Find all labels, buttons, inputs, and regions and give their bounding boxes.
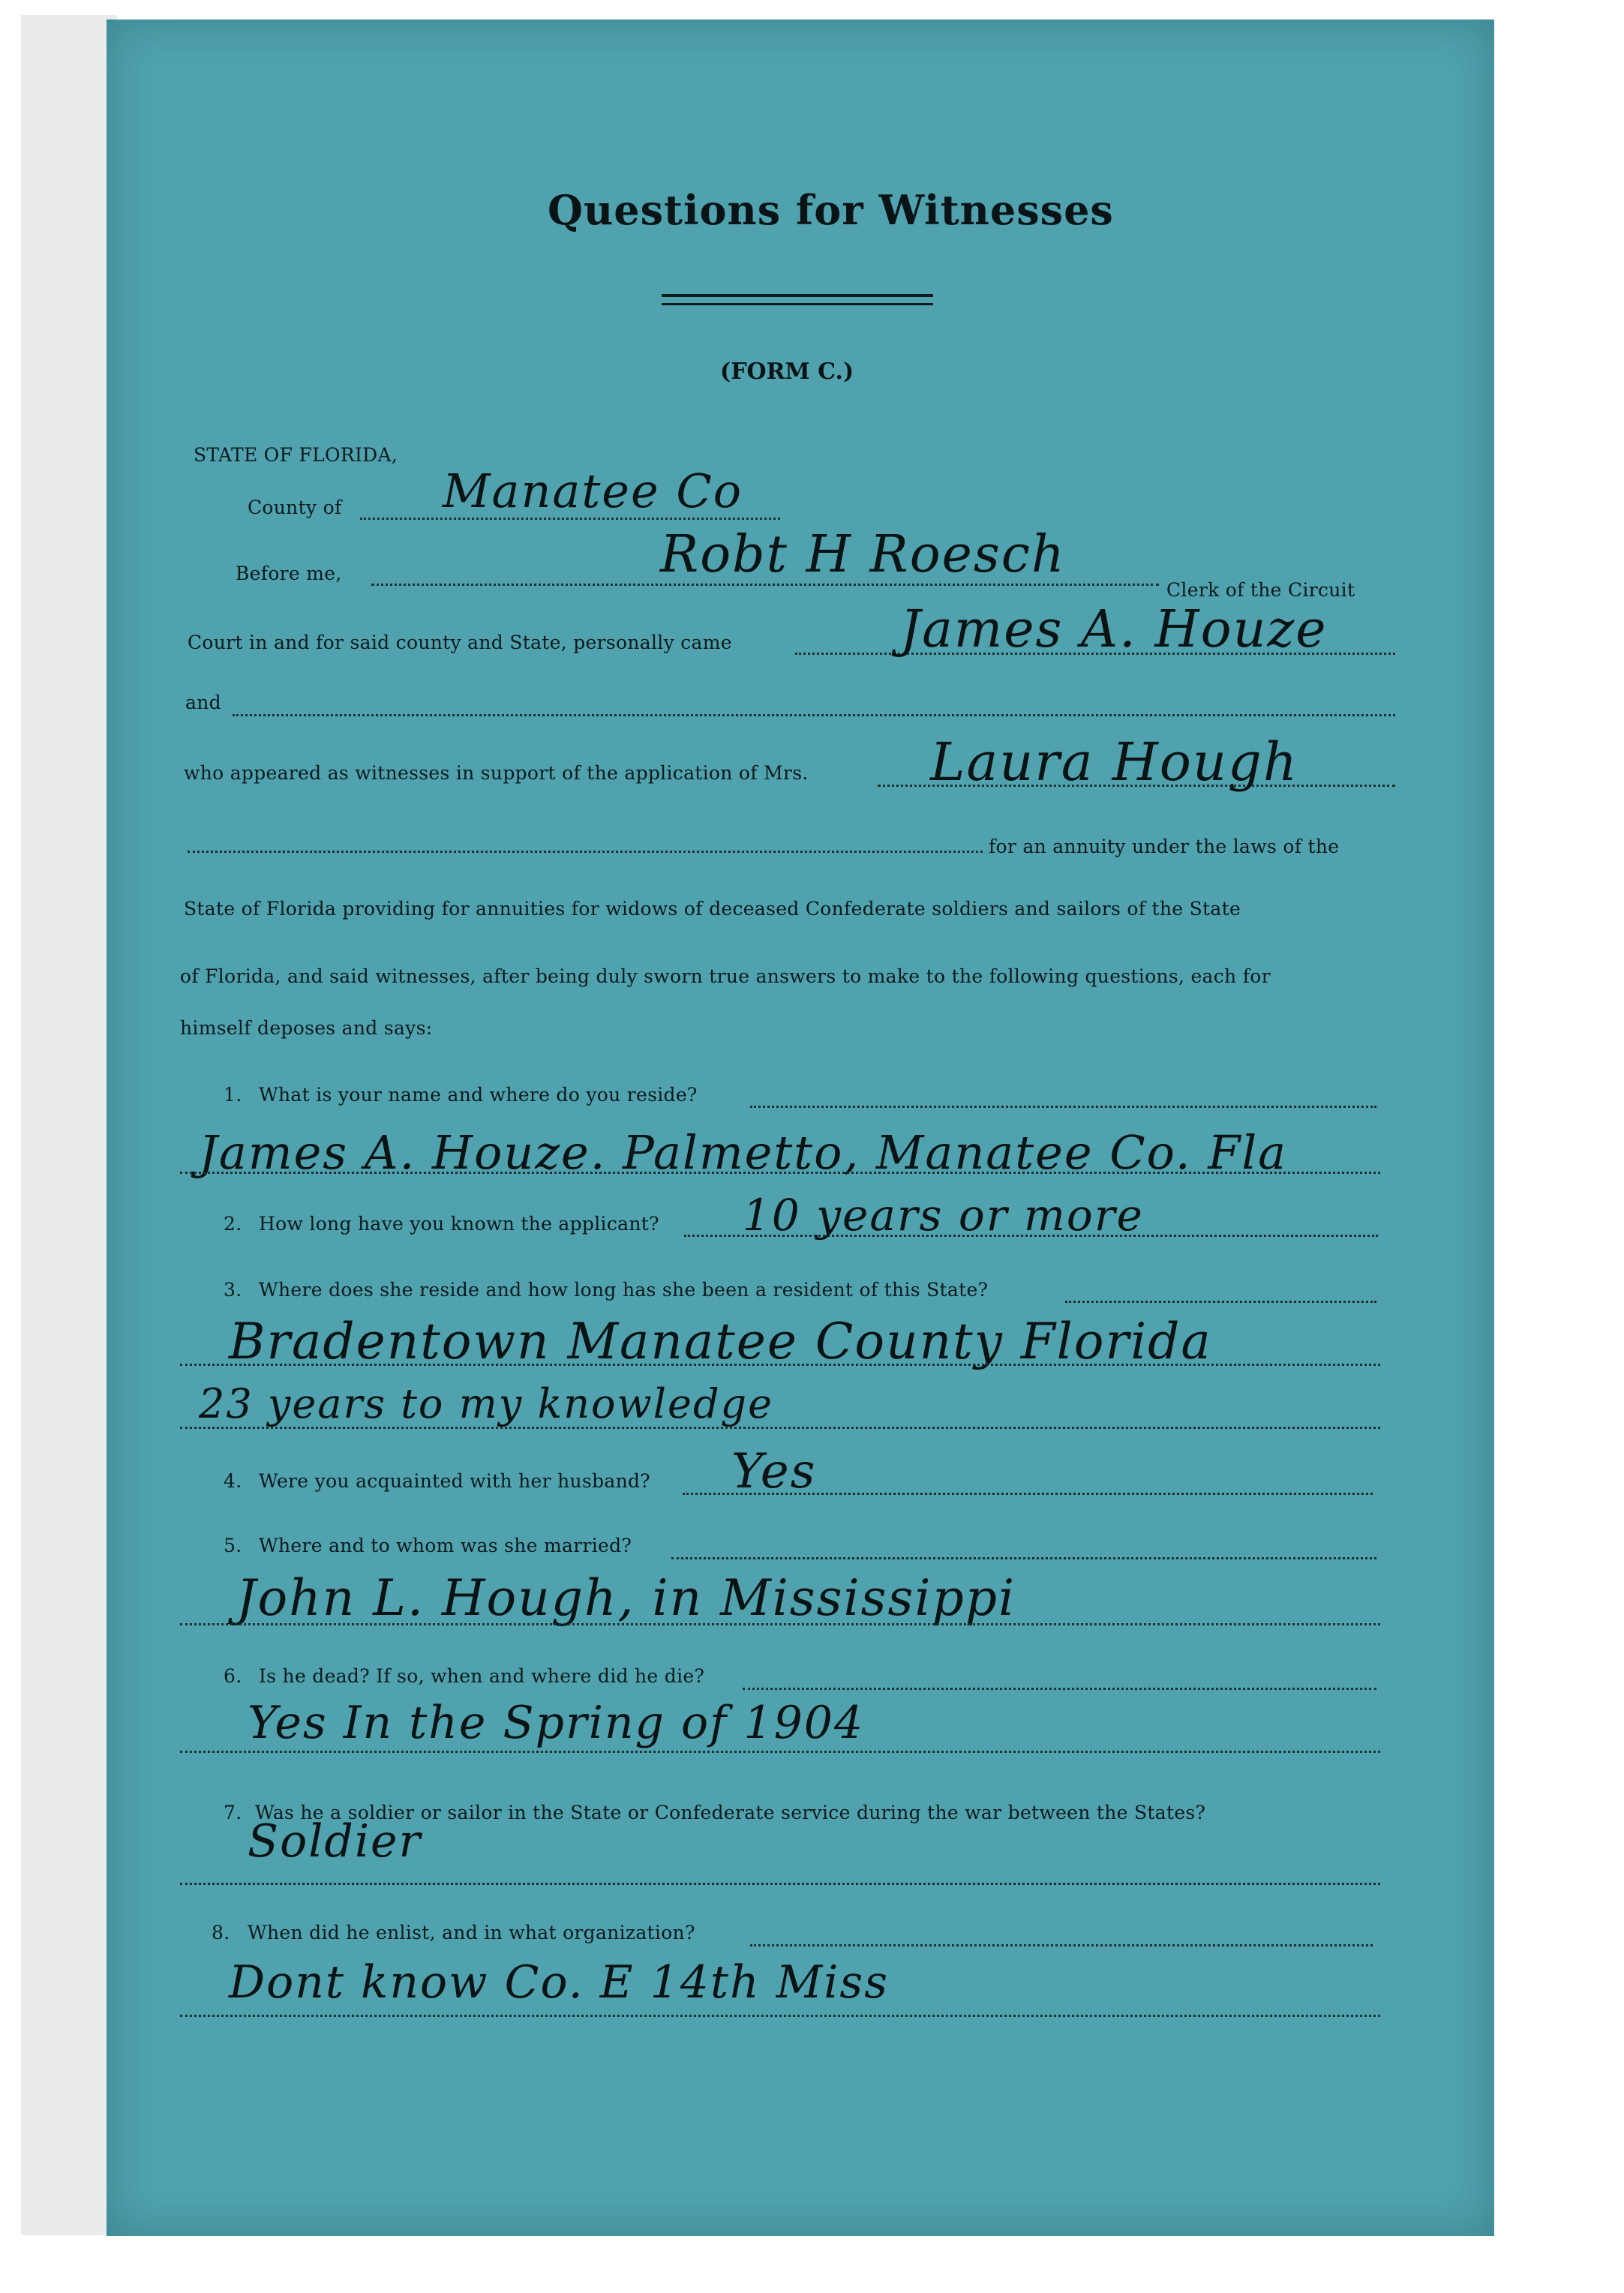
question-5-line [671, 1557, 1376, 1559]
state-label: STATE OF FLORIDA, [194, 444, 398, 466]
question-3-answer: Bradentown Manatee County Florida [229, 1313, 1212, 1370]
question-3-answer-2: 23 years to my knowledge [199, 1380, 774, 1427]
form-label: (FORM C.) [720, 359, 854, 385]
answer-8-line [180, 2015, 1380, 2017]
question-5-text: Where and to whom was she married? [259, 1535, 632, 1556]
question-1-answer: James A. Houze. Palmetto, Manatee Co. Fla [199, 1125, 1288, 1180]
answer-3b-line [180, 1427, 1380, 1429]
question-6-number: 6. [224, 1665, 242, 1687]
applicant-cont-line [188, 851, 983, 853]
title-rule-bottom [662, 303, 933, 305]
question-4-text: Were you acquainted with her husband? [259, 1470, 651, 1492]
question-2-number: 2. [224, 1213, 242, 1235]
question-3-line [1065, 1301, 1376, 1303]
annuity-line: for an annuity under the laws of the [989, 836, 1340, 857]
answer-7-line [180, 1883, 1380, 1885]
question-6-answer: Yes In the Spring of 1904 [248, 1697, 865, 1749]
question-2-answer: 10 years or more [743, 1190, 1144, 1241]
question-7-number: 7. [224, 1802, 242, 1823]
paragraph-line-3: himself deposes and says: [180, 1017, 433, 1039]
question-6-line [743, 1688, 1376, 1690]
and-label: and [185, 692, 221, 713]
question-3-text: Where does she reside and how long has she been a resident of this State? [259, 1279, 989, 1301]
question-5-number: 5. [224, 1535, 242, 1556]
answer-6-line [180, 1751, 1380, 1753]
applicant-name: Laura Hough [930, 731, 1298, 793]
clerk-label: Clerk of the Circuit [1166, 579, 1355, 601]
question-1-text: What is your name and where do you reside? [259, 1084, 698, 1106]
title-rule-top [662, 294, 933, 297]
clerk-name: Robt H Roesch [660, 525, 1066, 584]
question-8-text: When did he enlist, and in what organization? [248, 1922, 695, 1943]
question-8-answer: Dont know Co. E 14th Miss [229, 1956, 889, 2009]
question-4-number: 4. [224, 1470, 242, 1492]
form-title: Questions for Witnesses [548, 186, 1114, 234]
paragraph-line-1: State of Florida providing for annuities for widows of deceased Confederate soldiers and sailors of the State [184, 898, 1241, 920]
question-3-number: 3. [224, 1279, 242, 1301]
answer-1-line [180, 1172, 1380, 1174]
question-4-answer: Yes [731, 1444, 817, 1499]
before-label: Before me, [236, 563, 342, 584]
paragraph-line-2: of Florida, and said witnesses, after being duly sworn true answers to make to the following questions, each for [180, 965, 1271, 987]
county-value: Manatee Co [443, 464, 743, 518]
question-7-answer: Soldier [248, 1815, 422, 1868]
question-8-number: 8. [212, 1922, 230, 1943]
question-1-number: 1. [224, 1084, 242, 1106]
backing-strip [21, 15, 117, 2235]
question-8-line [750, 1944, 1373, 1946]
witness2-fill-line [233, 714, 1395, 716]
witness1-name: James A. Houze [900, 600, 1328, 659]
answer-5-line [180, 1623, 1380, 1625]
question-2-text: How long have you known the applicant? [259, 1213, 659, 1235]
county-label: County of [248, 497, 342, 518]
question-1-line [750, 1106, 1376, 1108]
answer-3-line [180, 1364, 1380, 1366]
question-5-answer: John L. Hough, in Mississippi [236, 1569, 1016, 1627]
question-7-text: Was he a soldier or sailor in the State or Confederate service during the war between the States? [255, 1802, 1206, 1823]
question-6-text: Is he dead? If so, when and where did he die? [259, 1665, 705, 1687]
court-line: Court in and for said county and State, personally came [188, 632, 732, 653]
appeared-line: who appeared as witnesses in support of the application of Mrs. [184, 762, 809, 784]
